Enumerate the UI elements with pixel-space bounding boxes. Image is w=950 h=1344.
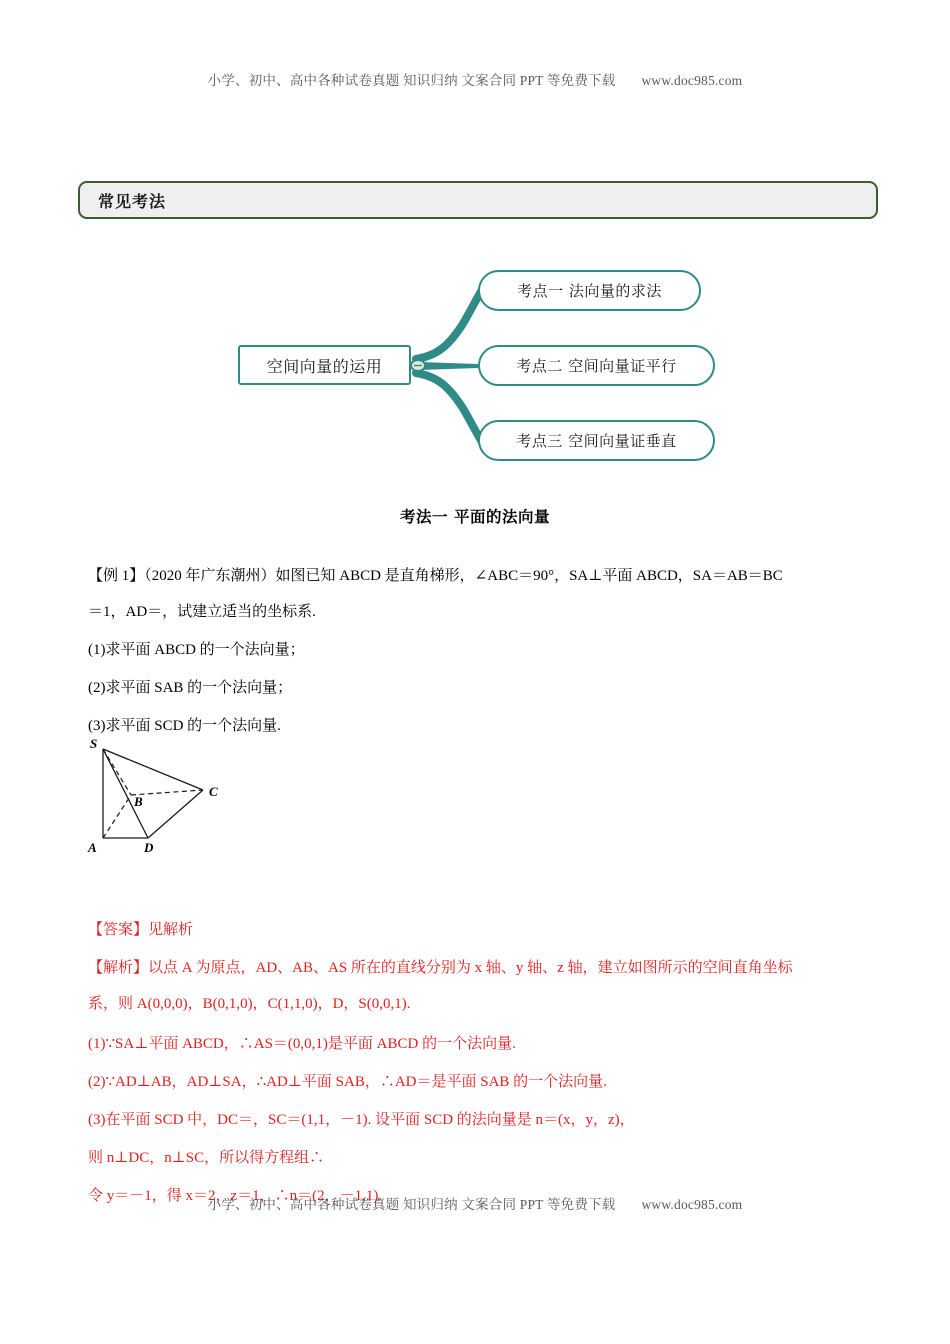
figure-vertex-label-D: D: [144, 840, 154, 855]
sub-question-3: (3)求平面 SCD 的一个法向量.: [88, 718, 281, 734]
mindmap-root-label: 空间向量的运用: [266, 356, 383, 376]
mindmap-branch-3: [416, 373, 482, 442]
edge-DC: [148, 790, 203, 838]
geometry-figure-svg: [72, 736, 272, 866]
mindmap-leaf-node-2[interactable]: [478, 345, 715, 386]
solution-step-4: 则 n⊥DC，n⊥SC，所以得方程组∴: [88, 1150, 325, 1166]
mindmap-branch-2: [420, 362, 478, 370]
mindmap-root-node[interactable]: [238, 345, 411, 385]
mindmap-branch-1: [416, 290, 482, 359]
header-watermark-url: www.doc985.com: [641, 73, 743, 88]
footer-watermark-text: 小学、初中、高中各种试卷真题 知识归纳 文案合同 PPT 等免费下载: [207, 1197, 616, 1212]
mindmap-leaf-node-1[interactable]: [478, 270, 701, 311]
solution-step-3: (3)在平面 SCD 中，DC＝，SC＝(1,1，－1). 设平面 SCD 的法向量是 n＝(x，y，z)，: [88, 1112, 635, 1128]
footer-watermark: [0, 1193, 950, 1213]
sub-question-1: (1)求平面 ABCD 的一个法向量；: [88, 642, 305, 658]
footer-watermark-url: www.doc985.com: [641, 1197, 743, 1212]
solution-step-2: (2)∵AD⊥AB，AD⊥SA，∴AD⊥平面 SAB，∴AD＝是平面 SAB 的一个法向量.: [88, 1074, 607, 1090]
mindmap: [220, 252, 740, 482]
edge-SC: [103, 749, 203, 790]
mindmap-leaf-node-3[interactable]: [478, 420, 715, 461]
mindmap-leaf-label-3: 考点三 空间向量证垂直: [516, 432, 677, 450]
figure-vertex-label-S: S: [90, 736, 98, 751]
solution-step-1: (1)∵SA⊥平面 ABCD，∴AS＝(0,0,1)是平面 ABCD 的一个法向量.: [88, 1036, 516, 1052]
header-watermark: [0, 69, 950, 89]
header-watermark-text: 小学、初中、高中各种试卷真题 知识归纳 文案合同 PPT 等免费下载: [207, 73, 616, 88]
section-banner: [78, 181, 878, 219]
problem-statement-line-2: ＝1，AD＝，试建立适当的坐标系.: [88, 604, 316, 620]
problem-statement-line-1: 【例 1】（2020 年广东潮州）如图已知 ABCD 是直角梯形，∠ABC＝90°，SA⊥平面 ABCD，SA＝AB＝BC: [88, 568, 783, 584]
figure-vertex-label-A: A: [88, 840, 97, 855]
geometry-figure: [72, 736, 272, 866]
solution-step-5: 令 y＝－1，得 x＝2，z＝1，∴n＝(2，－1,1).: [88, 1188, 383, 1204]
sub-question-2: (2)求平面 SAB 的一个法向量；: [88, 680, 293, 696]
analysis-line-1: 【解析】以点 A 为原点，AD、AB、AS 所在的直线分别为 x 轴、y 轴、z 轴，建立如图所示的空间直角坐标: [88, 960, 793, 976]
figure-vertex-label-C: C: [209, 784, 218, 799]
edge-AB: [103, 795, 131, 838]
analysis-line-2: 系，则 A(0,0,0)，B(0,1,0)，C(1,1,0)，D，S(0,0,1).: [88, 996, 411, 1012]
section-banner-label: 常见考法: [98, 191, 167, 211]
page-title: 考法一 平面的法向量: [400, 507, 550, 526]
mindmap-leaf-label-1: 考点一 法向量的求法: [517, 282, 662, 300]
answer-label: 【答案】见解析: [88, 922, 194, 938]
mindmap-leaf-label-2: 考点二 空间向量证平行: [516, 357, 677, 375]
figure-vertex-label-B: B: [134, 794, 143, 809]
